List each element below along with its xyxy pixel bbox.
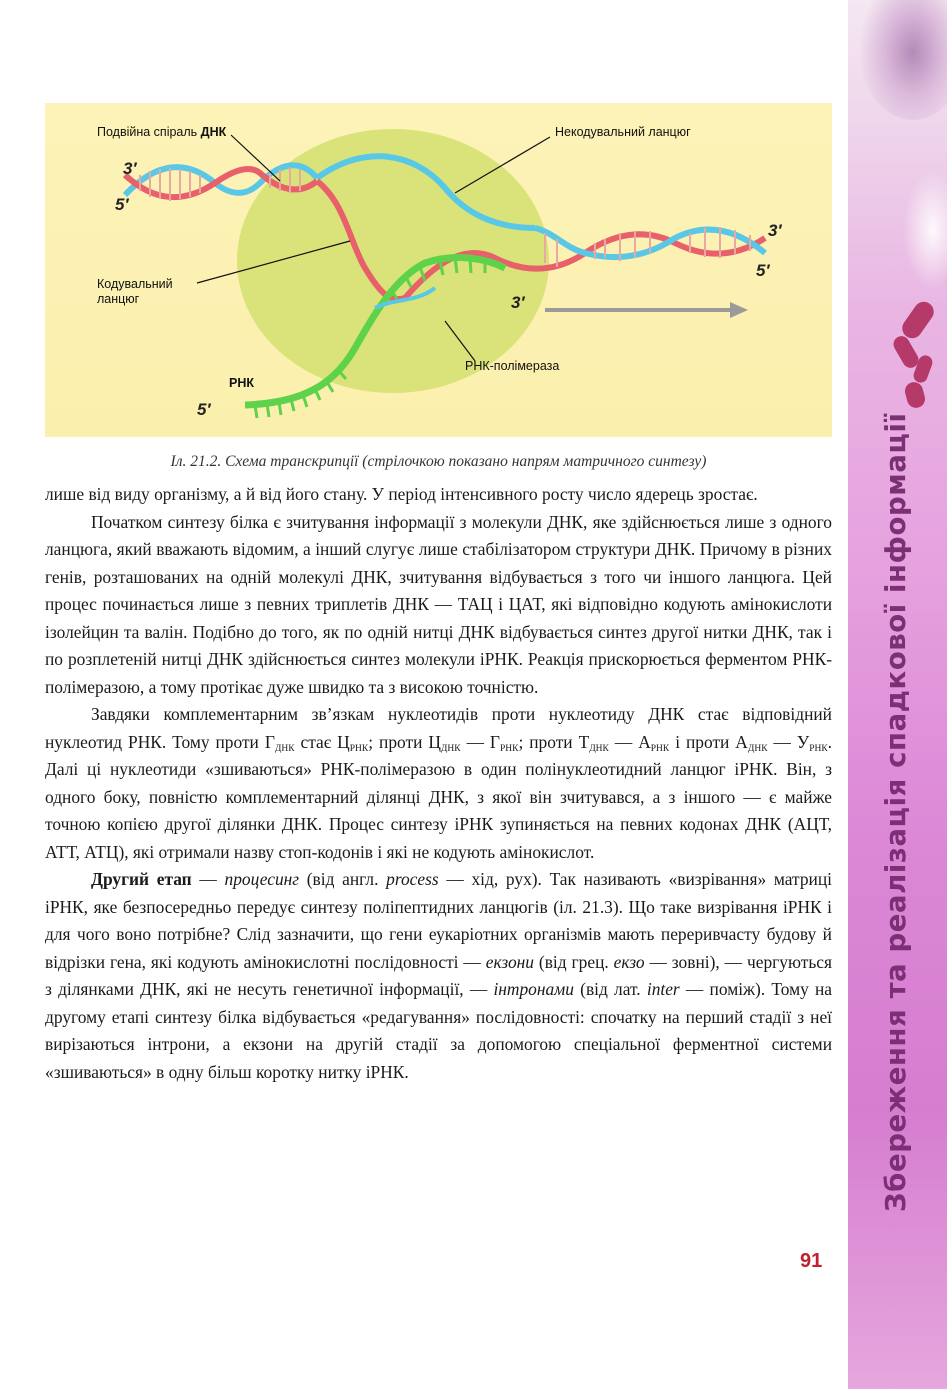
subscript: РНК: [349, 743, 369, 754]
end-label-right-5: 5′: [756, 261, 770, 280]
end-label-rna-3: 3′: [511, 293, 525, 312]
text-run: Завдяки комплементарним зв’язкам нуклеотидів проти нуклеотиду ДНК стає відповідний нуклеотид РНК. Тому проти Г: [45, 704, 832, 752]
subscript: ДНК: [274, 743, 295, 754]
text-run: — поміж). Тому на другому етапі синтезу білка відбувається «редагування» послідовності: спочатку на перший стадії з неї вирізаються інтрони, а екзони на другій стадії за допомогою спеціальної ферментної системи «зшиваються» в одну більш коротку нитку іРНК.: [45, 979, 832, 1082]
label-dna-helix: [97, 125, 226, 140]
chromosome-illustration: [903, 380, 927, 410]
body-text: [45, 481, 832, 1086]
term-second-stage: Другий етап: [91, 869, 192, 889]
label-rna: РНК: [229, 376, 254, 390]
text-run: стає Ц: [294, 731, 350, 752]
label-coding-chain-line2: ланцюг: [97, 292, 140, 306]
text-run: ; проти Т: [518, 731, 590, 752]
text-run: . Далі ці нуклеотиди «зшиваються» РНК-полімеразою в один полінуклеотидний ланцюг іРНК. Він, з одного боку, повністю комплементарний ділянці ДНК, з якої він зчитувався, а з іншого — є майже точною копією другої ділянки ДНК. Процес синтезу іРНК зупиняється на певних кодонах ДНК (АЦТ, АТТ, АТЦ), які отримали назву стоп-кодонів і які не кодують амінокислот.: [45, 731, 833, 862]
subscript: РНК: [809, 743, 828, 754]
end-label-top-left-3: 3′: [123, 159, 137, 178]
term-exo: екзо: [613, 951, 645, 972]
paragraph-processing: [45, 866, 832, 1086]
end-label-top-left-5: 5′: [115, 195, 129, 214]
label-dna-helix-text: Подвійна спіраль: [97, 125, 201, 139]
paragraph-synthesis-start: Початком синтезу білка є зчитування інформації з молекули ДНК, яке здійснюється лише з одного ланцюга, який вважають відомим, а інший слугує лише стабілізатором структури ДНК. Причому в різних генів, розташованих на одній молекулі ДНК, зчитування відбувається з того чи іншого ланцюга. Цей процес починається лише з певних триплетів ДНК — ТАЦ і ЦАТ, які відповідно кодують амінокислоти ізолейцин та валін. Подібно до того, як по одній нитці ДНК відбувається синтез другої нитки ДНК, так і по розплетеній нитці ДНК здійснюється синтез молекули іРНК. Реакція прискорюється ферментом РНК-полімеразою, а тому протікає дуже швидко та з високою точністю.: [45, 511, 832, 697]
sidebar-title: Збереження та реалізація спадкової інформації: [880, 412, 912, 1212]
term-inter: inter: [646, 979, 680, 999]
label-dna-abbrev: ДНК: [200, 125, 227, 139]
transcription-diagram: [45, 103, 832, 437]
cell-illustration: [858, 0, 947, 120]
page-number: 91: [800, 1250, 823, 1272]
label-noncoding-chain: Некодувальний ланцюг: [555, 125, 691, 139]
subscript: ДНК: [589, 743, 609, 754]
term-introns: інтронами: [493, 979, 574, 999]
label-rna-polymerase: РНК-полімераза: [465, 359, 560, 373]
end-label-right-3: 3′: [768, 221, 782, 240]
text-run: —: [191, 869, 225, 889]
text-run: ; проти Ц: [368, 731, 441, 752]
label-coding-chain: [97, 277, 173, 307]
text-run: — У: [767, 731, 810, 752]
text-run: (від грец.: [533, 951, 614, 972]
side-band: [848, 0, 947, 1389]
term-processing: процесинг: [224, 869, 300, 889]
subscript: РНК: [650, 743, 670, 754]
subscript: ДНК: [747, 743, 768, 754]
text-run: — зовні), — чергуються з ділянками ДНК, які не несуть генетичної інформації, —: [45, 951, 832, 999]
subscript: РНК: [499, 743, 519, 754]
figure-caption: Іл. 21.2. Схема транскрипції (стрілочкою показано напрям матричного синтезу): [170, 453, 707, 470]
term-exons: екзони: [485, 951, 534, 972]
paragraph-complementarity: [45, 701, 832, 866]
text-run: (від лат.: [573, 979, 647, 999]
cell-highlight: [903, 170, 947, 290]
text-run: — Г: [460, 731, 500, 752]
text-run: і проти А: [669, 731, 748, 752]
transcription-figure: [45, 103, 832, 437]
end-label-rna-5: 5′: [197, 400, 211, 419]
subscript: ДНК: [440, 743, 461, 754]
term-process: process: [386, 869, 439, 889]
direction-arrow: [545, 302, 748, 318]
text-run: — А: [608, 731, 651, 752]
label-coding-chain-line1: Кодувальний: [97, 277, 173, 291]
paragraph-continuation: лише від виду організму, а й від його стану. У період інтенсивного росту число ядерець зростає.: [45, 484, 758, 504]
text-run: — хід, рух). Так називають «визрівання» матриці іРНК, яке безпосередньо передує синтезу поліпептидних ланцюгів (іл. 21.3). Що таке визрівання іРНК і для чого воно потрібне? Слід зазначити, що гени еукаріотних організмів мають переривчасту будову й відрізки гена, які кодують амінокислотні послідовності —: [45, 869, 833, 972]
text-run: (від англ.: [299, 869, 387, 889]
